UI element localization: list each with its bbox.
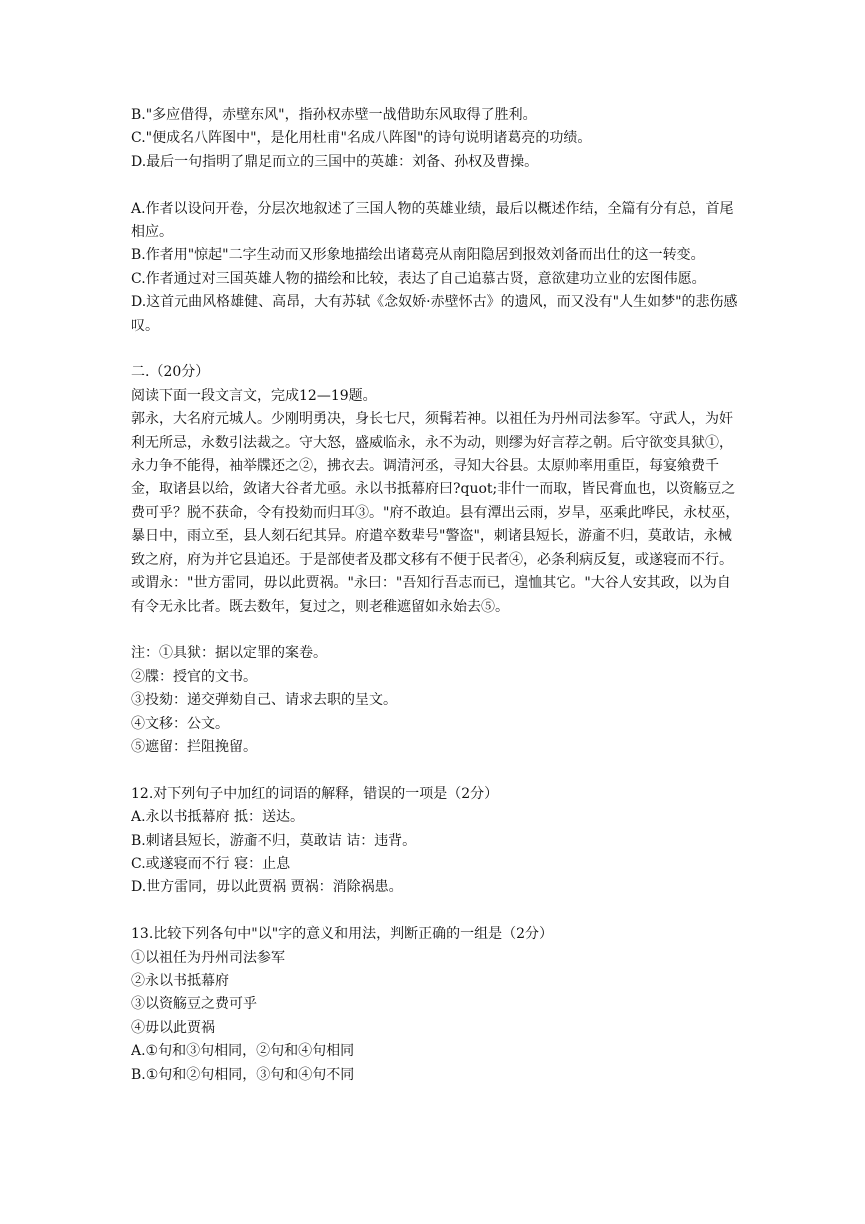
spacer: [131, 174, 741, 197]
note-3: ③投劾：递交弹劾自己、请求去职的呈文。: [131, 692, 397, 709]
note-1: 注：①具狱：据以定罪的案卷。: [131, 645, 327, 662]
q12-option-b: B.刺诸县短长，游齑不归，莫敢诘 诘：违背。: [131, 832, 417, 849]
question-13: [131, 923, 741, 1087]
q10-option-d: D.最后一句指明了鼎足而立的三国中的英雄：刘备、孙权及曹操。: [131, 153, 539, 170]
q12-option-d: D.世方雷同，毋以此贾祸 贾祸：消除祸患。: [131, 879, 403, 896]
spacer: [131, 759, 741, 782]
q12-option-c: C.或遂寝而不行 寝：止息: [131, 855, 291, 872]
section-instruction: 阅读下面一段文言文，完成12—19题。: [131, 387, 377, 404]
note-5: ⑤遮留：拦阻挽留。: [131, 738, 257, 755]
q10-option-b: B."多应借得，赤壁东风"，指孙权赤壁一战借助东风取得了胜利。: [131, 107, 537, 123]
classical-passage: 郭永，大名府元城人。少刚明勇决，身长七尺，须髯若神。以祖任为丹州司法参军。守武人，为奸利无所忌，永数引法裁之。守大怒，盛威临永，永不为动，则缪为好言荐之朝。后守欲变具狱①，永力争不能得，袖举牒还之②，拂衣去。调清河丞，寻知大谷县。太原帅率用重臣，每宴飨费千金，取诸县以给，敛诸大谷者尤亟。永以书抵幕府曰?quot;非什一而取，皆民膏血也，以资觞豆之费可乎？脱不获命，令有投劾而归耳③。"府不敢迫。县有潭出云雨，岁旱，巫乘此哗民，永杖巫，暴日中，雨立至，县人刻石纪其异。府遣卒数辈号"警盗"，刺诸县短长，游齑不归，莫敢诘，永械致之府，府为并它县追还。于是部使者及郡文移有不便于民者④，必条利病反复，或遂寝而不行。或谓永："世方雷同，毋以此贾祸。"永曰："吾知行吾志而已，遑恤其它。"大谷人安其政，以为自有令无永比者。既去数年，复过之，则老稚遮留如永始去⑤。: [131, 411, 740, 615]
spacer: [131, 900, 741, 923]
q11-option-a: A.作者以设问开卷，分层次地叙述了三国人物的英雄业绩，最后以概述作结，全篇有分有总，首尾相应。: [131, 200, 734, 241]
question-12: [131, 783, 741, 900]
q10-option-c: C."便成名八阵图中"，是化用杜甫"名成八阵图"的诗句说明诸葛亮的功绩。: [131, 130, 592, 147]
note-4: ④文移：公文。: [131, 715, 229, 732]
q11-options: [131, 198, 741, 338]
q13-option-a: A.①句和③句相同，②句和④句相同: [131, 1043, 355, 1060]
section-2: [131, 361, 741, 618]
spacer: [131, 338, 741, 361]
annotations: [131, 642, 741, 759]
spacer: [131, 619, 741, 642]
q13-item-2: ②永以书抵幕府: [131, 972, 229, 989]
q13-item-3: ③以资觞豆之费可乎: [131, 996, 257, 1013]
q11-option-c: C.作者通过对三国英雄人物的描绘和比较，表达了自己追慕古贤，意欲建功立业的宏图伟愿。: [131, 270, 706, 287]
q13-item-4: ④毋以此贾祸: [131, 1019, 215, 1036]
note-2: ②牒：授官的文书。: [131, 668, 257, 685]
q12-option-a: A.永以书抵幕府 抵：送达。: [131, 809, 305, 826]
q11-option-b: B.作者用"惊起"二字生动而又形象地描绘出诸葛亮从南阳隐居到报效刘备而出仕的这一转变。: [131, 247, 705, 264]
q12-stem: 12.对下列句子中加红的词语的解释，错误的一项是（2分）: [131, 785, 499, 802]
q13-stem: 13.比较下列各句中"以"字的意义和用法，判断正确的一组是（2分）: [131, 926, 554, 943]
q11-option-d: D.这首元曲风格雄健、高昂，大有苏轼《念奴娇·赤壁怀古》的遗风，而又没有"人生如梦"的悲伤感叹。: [131, 294, 738, 334]
q13-item-1: ①以祖任为丹州司法参军: [131, 949, 285, 966]
q10-options: [131, 104, 741, 174]
section-heading: 二.（20分）: [131, 364, 210, 381]
exam-content: [131, 104, 741, 1087]
q13-option-b: B.①句和②句相同，③句和④句不同: [131, 1066, 355, 1083]
